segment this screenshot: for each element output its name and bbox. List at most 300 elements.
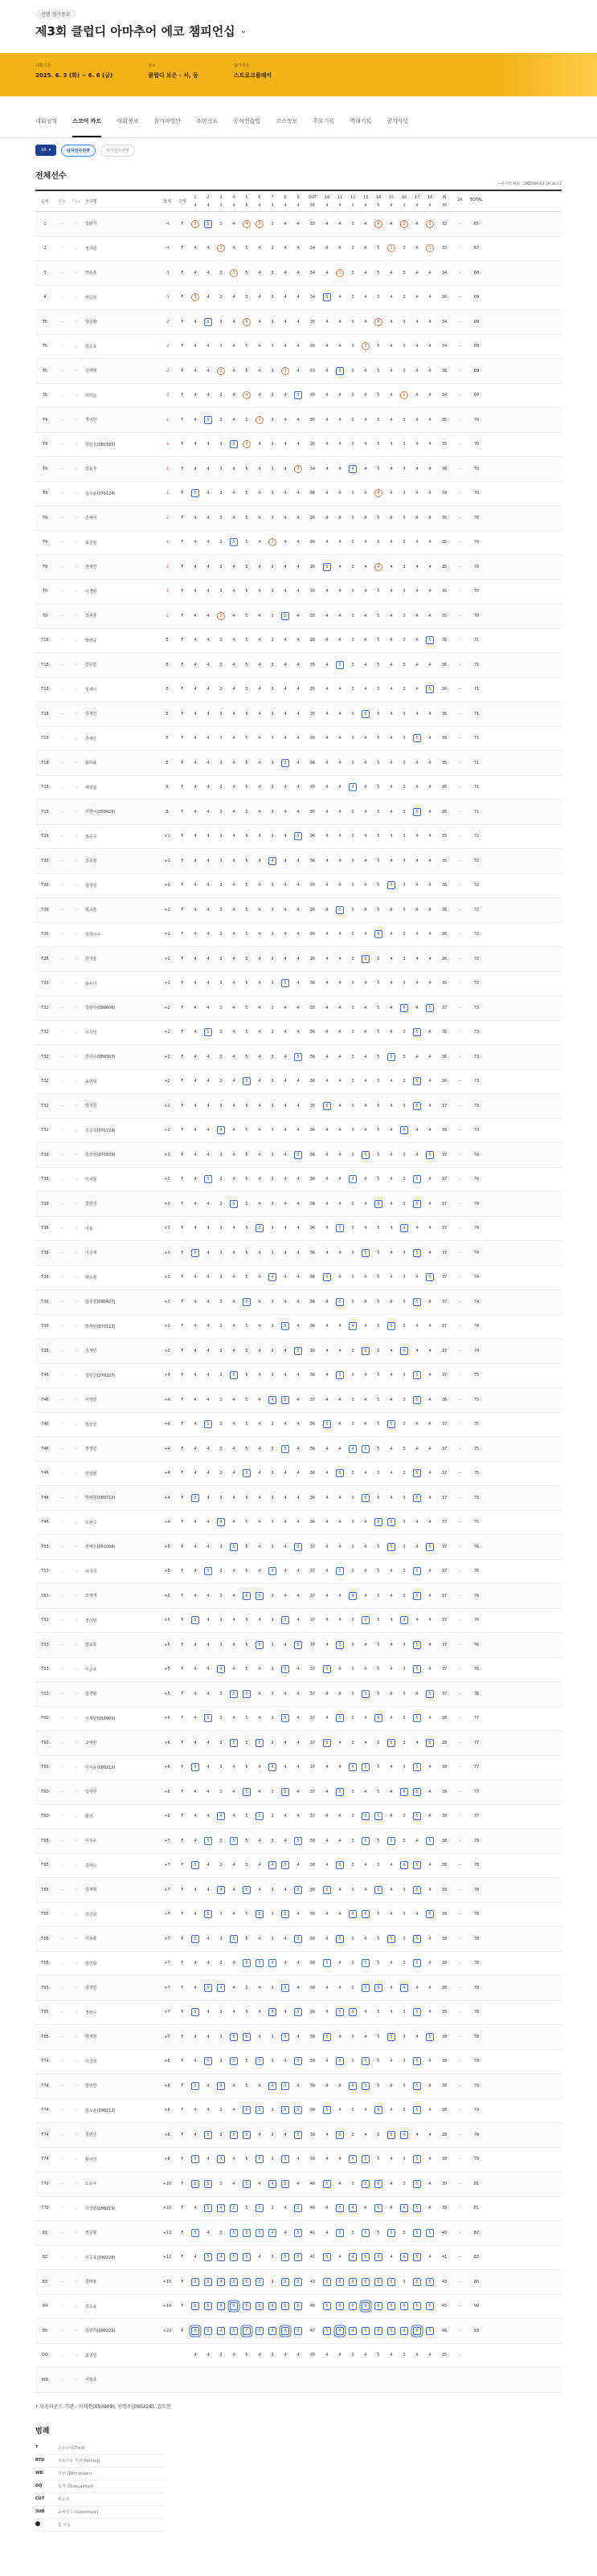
star-icon[interactable]: ☆ [74, 1813, 79, 1819]
hole-score: 4 [194, 1520, 197, 1525]
hole-cell [292, 734, 305, 742]
hole-score: 4 [428, 2083, 431, 2088]
hole-score: 5 [245, 638, 248, 643]
hole-score: 4 [428, 2132, 431, 2137]
table-row[interactable] [35, 2368, 562, 2393]
table-row[interactable] [35, 1756, 562, 1781]
star-icon[interactable]: ☆ [74, 1666, 79, 1672]
star-icon[interactable]: ☆ [74, 2230, 79, 2236]
hole-score: 4 [415, 760, 419, 765]
hole-score: 4 [364, 1887, 367, 1892]
col-name[interactable]: 선수명 [85, 199, 97, 204]
hole-score: 4 [338, 1397, 341, 1402]
star-icon[interactable]: ☆ [74, 1789, 79, 1795]
star-icon[interactable]: ☆ [74, 2254, 79, 2260]
tab-pairings[interactable]: 조편성표 [196, 118, 219, 125]
table-row[interactable] [35, 457, 562, 482]
hole-cell [411, 881, 423, 889]
hole-cell [423, 244, 436, 252]
hole-score: 3 [271, 1446, 274, 1451]
table-row[interactable] [35, 1584, 562, 1609]
sum-in: 38 [441, 2132, 448, 2137]
star-icon[interactable]: ☆ [74, 2107, 79, 2113]
table-row[interactable] [35, 433, 562, 458]
hole-score: 3 [351, 1838, 354, 1843]
total-score: 79 [473, 2059, 480, 2064]
star-icon[interactable]: ☆ [74, 1519, 79, 1525]
hole-score: 4 [194, 1103, 197, 1108]
star-icon[interactable]: ☆ [74, 613, 79, 619]
hole-score: 4 [284, 1961, 287, 1966]
star-icon[interactable]: ☆ [74, 441, 79, 447]
hole-cell [398, 832, 411, 840]
star-icon[interactable]: ☆ [74, 662, 79, 668]
table-row[interactable] [35, 678, 562, 703]
hole-cell [253, 1567, 266, 1575]
table-row[interactable] [35, 727, 562, 752]
table-row[interactable] [35, 408, 562, 433]
table-row[interactable] [35, 800, 562, 825]
table-row[interactable] [35, 849, 562, 874]
table-row[interactable] [35, 1707, 562, 1732]
hole-score: 3 [351, 1495, 354, 1500]
hole-cell [227, 1739, 240, 1747]
star-icon[interactable]: ☆ [74, 1054, 79, 1060]
table-row[interactable] [35, 1633, 562, 1658]
star-icon[interactable]: ☆ [74, 2377, 79, 2383]
table-row[interactable] [35, 1829, 562, 1854]
hole-cell [215, 1224, 227, 1232]
hole-score: 3 [271, 1177, 274, 1182]
tab-entry-list[interactable]: 참가자명단 [153, 118, 182, 125]
table-row[interactable] [35, 580, 562, 605]
hole-cell [266, 220, 279, 228]
hole-score: 4 [232, 1495, 235, 1500]
star-icon[interactable]: ☆ [74, 956, 79, 962]
hole-score: 4 [296, 1446, 300, 1451]
hole-score: 4 [296, 907, 300, 912]
star-icon[interactable]: ☆ [74, 1152, 79, 1158]
table-row[interactable] [35, 1217, 562, 1242]
hole-score: 4 [194, 736, 197, 741]
star-icon[interactable]: ☆ [74, 2352, 79, 2358]
thru: F [181, 1789, 184, 1794]
table-row[interactable] [35, 1045, 562, 1070]
star-icon[interactable]: ☆ [74, 221, 79, 227]
hole-score: 5 [362, 2180, 370, 2188]
table-row[interactable] [35, 506, 562, 531]
hole-cell [240, 1910, 253, 1918]
table-row[interactable] [35, 1878, 562, 1903]
star-icon[interactable]: ☆ [74, 2328, 79, 2334]
hole-score: 3 [403, 1667, 406, 1672]
star-icon[interactable]: ☆ [74, 466, 79, 472]
star-icon[interactable]: ☆ [74, 2058, 79, 2064]
hole-cell [266, 2327, 279, 2335]
table-row[interactable] [35, 1780, 562, 1805]
table-row[interactable] [35, 1952, 562, 1977]
table-row[interactable] [35, 1119, 562, 1144]
hole-cell [372, 2033, 385, 2041]
thru: F [181, 1471, 184, 1476]
star-icon[interactable]: ☆ [74, 1568, 79, 1574]
table-row[interactable] [35, 1854, 562, 1879]
table-row[interactable] [35, 1241, 562, 1266]
star-icon[interactable]: ☆ [74, 490, 79, 496]
sum-out: 35 [309, 736, 316, 741]
table-row[interactable] [35, 2001, 562, 2026]
star-icon[interactable]: ☆ [74, 417, 79, 423]
hole-cell [411, 2327, 423, 2335]
star-icon[interactable]: ☆ [74, 907, 79, 913]
tab-notice[interactable]: 공지사항 [386, 118, 409, 125]
chevron-down-icon[interactable]: ⌄ [239, 27, 247, 35]
star-icon[interactable]: ☆ [74, 343, 79, 349]
hole-cell [189, 661, 202, 669]
star-icon[interactable]: ☆ [74, 1250, 79, 1256]
star-icon[interactable]: ☆ [74, 1617, 79, 1623]
table-row[interactable] [35, 2172, 562, 2197]
table-row[interactable] [35, 2295, 562, 2320]
table-row[interactable] [35, 1021, 562, 1046]
hole-score: 5 [377, 834, 380, 839]
star-icon[interactable]: ☆ [74, 1029, 79, 1035]
table-row[interactable] [35, 898, 562, 923]
hole-score: 5 [413, 1200, 421, 1208]
table-row[interactable] [35, 2074, 562, 2099]
table-row[interactable] [35, 310, 562, 335]
hole-score: 5 [323, 2033, 331, 2041]
hole-cell [253, 587, 266, 595]
star-icon[interactable]: ☆ [74, 809, 79, 815]
hole-cell [202, 1028, 215, 1036]
table-row[interactable] [35, 2319, 562, 2344]
table-row[interactable] [35, 1364, 562, 1389]
star-icon[interactable]: ☆ [74, 686, 79, 692]
hole-cell [240, 1396, 253, 1404]
thru: F [181, 2083, 184, 2088]
table-row[interactable] [35, 1511, 562, 1536]
hole-score: 4 [428, 1397, 431, 1402]
hole-score: 4 [194, 1226, 197, 1231]
hole-cell [372, 1200, 385, 1208]
hole-cell [398, 293, 411, 301]
table-row[interactable] [35, 1903, 562, 1928]
player-rank: 2 [43, 246, 47, 251]
star-icon[interactable]: ☆ [74, 858, 79, 864]
hole-score: 3 [351, 319, 354, 325]
star-icon[interactable]: ☆ [74, 1936, 79, 1942]
table-row[interactable] [35, 1976, 562, 2001]
star-icon[interactable]: ☆ [74, 882, 79, 888]
table-row[interactable] [35, 1927, 562, 1952]
hole-score: 4 [217, 2155, 225, 2163]
star-icon[interactable]: ☆ [74, 1887, 79, 1893]
table-row[interactable] [35, 1658, 562, 1683]
star-icon[interactable]: ☆ [74, 1225, 79, 1231]
star-icon[interactable]: ☆ [74, 1348, 79, 1354]
star-icon[interactable]: ☆ [74, 1127, 79, 1133]
star-icon[interactable]: ☆ [74, 2156, 79, 2162]
hole-cell [227, 1469, 240, 1477]
hole-score: 2 [268, 538, 276, 546]
star-icon[interactable]: ☆ [74, 1323, 79, 1329]
star-icon[interactable]: ☆ [74, 1715, 79, 1721]
hole-score: 3 [387, 244, 395, 252]
star-icon[interactable]: ☆ [74, 2303, 79, 2309]
star-icon[interactable]: ☆ [74, 1078, 79, 1084]
star-icon[interactable]: ☆ [74, 2205, 79, 2211]
player-rank: T65 [41, 1936, 49, 1941]
hole-score: 4 [206, 858, 210, 863]
hole-score: 4 [338, 736, 341, 741]
hole-score: 4 [349, 2155, 357, 2163]
star-icon[interactable]: ☆ [74, 1495, 79, 1501]
star-icon[interactable]: ☆ [74, 1274, 79, 1280]
player-rank: T60 [41, 1740, 49, 1745]
star-icon[interactable]: ☆ [74, 2009, 79, 2015]
hole-score: 3 [351, 1814, 354, 1819]
table-row[interactable] [35, 261, 562, 286]
hole-score: 5 [294, 832, 302, 840]
star-icon[interactable]: ☆ [74, 1862, 79, 1868]
star-icon[interactable]: ☆ [74, 1764, 79, 1770]
table-row[interactable] [35, 1413, 562, 1438]
table-row[interactable] [35, 1486, 562, 1511]
table-row[interactable] [35, 2099, 562, 2124]
table-row[interactable] [35, 653, 562, 678]
hole-score: 5 [294, 1053, 302, 1061]
star-icon[interactable]: ☆ [74, 1838, 79, 1844]
sum-out: 35 [309, 393, 316, 398]
col-hole-11 [333, 191, 346, 211]
table-row[interactable] [35, 2344, 562, 2369]
table-row[interactable] [35, 482, 562, 507]
table-row[interactable] [35, 2025, 562, 2050]
table-row[interactable] [35, 359, 562, 384]
star-icon[interactable]: ☆ [74, 2132, 79, 2138]
table-row[interactable] [35, 629, 562, 654]
star-icon[interactable]: ☆ [74, 980, 79, 986]
hole-cell [321, 906, 333, 914]
star-icon[interactable]: ☆ [74, 1397, 79, 1403]
round-score: - [459, 2059, 460, 2064]
table-row[interactable] [35, 237, 562, 262]
star-icon[interactable]: ☆ [74, 1691, 79, 1697]
star-icon[interactable]: ☆ [74, 368, 79, 374]
star-icon[interactable]: ☆ [74, 1470, 79, 1476]
table-row[interactable] [35, 2197, 562, 2222]
star-icon[interactable]: ☆ [74, 2083, 79, 2089]
tab-records[interactable]: 주요기록 [313, 118, 335, 125]
table-row[interactable] [35, 776, 562, 801]
table-row[interactable] [35, 2050, 562, 2075]
table-row[interactable] [35, 702, 562, 727]
table-row[interactable] [35, 1070, 562, 1095]
hole-cell [292, 1175, 305, 1183]
hole-score: 5 [256, 1224, 264, 1232]
star-icon[interactable]: ☆ [74, 1740, 79, 1746]
hole-cell [253, 2008, 266, 2016]
table-row[interactable] [35, 286, 562, 311]
table-row[interactable] [35, 531, 562, 556]
star-icon[interactable]: ☆ [74, 784, 79, 790]
star-icon[interactable]: ☆ [74, 1960, 79, 1966]
tab-results[interactable]: 대회성적 [35, 118, 58, 125]
hole-cell [321, 1494, 333, 1502]
star-icon[interactable]: ☆ [74, 588, 79, 594]
star-icon[interactable]: ☆ [74, 319, 79, 325]
hole-cell [321, 244, 333, 252]
table-row[interactable] [35, 1168, 562, 1193]
hole-score: 4 [428, 1961, 431, 1966]
table-row[interactable] [35, 874, 562, 899]
table-row[interactable] [35, 2148, 562, 2173]
hole-score: 4 [206, 1863, 210, 1868]
chip-men[interactable]: 남자선수전부 [61, 145, 96, 157]
star-icon[interactable]: ☆ [74, 1372, 79, 1378]
star-icon[interactable]: ☆ [74, 1544, 79, 1550]
table-row[interactable] [35, 604, 562, 629]
table-row[interactable] [35, 972, 562, 997]
star-icon[interactable]: ☆ [74, 735, 79, 741]
round-select[interactable]: 1R ▾ [35, 145, 56, 156]
hole-cell [189, 783, 202, 791]
tab-info[interactable]: 대회정보 [117, 118, 139, 125]
star-icon[interactable]: ☆ [74, 1642, 79, 1648]
star-icon[interactable]: ☆ [74, 2034, 79, 2040]
hole-score: 5 [377, 760, 380, 765]
hole-score: 4 [338, 1005, 341, 1010]
tab-practice[interactable]: 공식연습일 [233, 118, 261, 125]
star-icon[interactable]: ☆ [74, 1985, 79, 1991]
star-icon[interactable]: ☆ [74, 760, 79, 766]
hole-score: 4 [338, 1128, 341, 1133]
hole-score: 4 [428, 907, 431, 912]
to-par: E [166, 736, 169, 741]
thru: F [181, 1177, 184, 1182]
thru: F [181, 1348, 184, 1353]
hole-cell [333, 1469, 346, 1477]
star-icon[interactable]: ☆ [74, 931, 79, 937]
table-row[interactable] [35, 825, 562, 850]
star-icon[interactable]: ☆ [74, 294, 79, 300]
hole-score: 4 [232, 1275, 235, 1280]
star-icon[interactable]: ☆ [74, 564, 79, 570]
star-icon[interactable]: ☆ [74, 833, 79, 839]
table-row[interactable] [35, 1266, 562, 1291]
table-row[interactable] [35, 2270, 562, 2295]
table-row[interactable] [35, 1560, 562, 1585]
rank-change: - [61, 417, 63, 423]
table-row[interactable] [35, 1437, 562, 1462]
star-icon[interactable]: ☆ [74, 2181, 79, 2187]
hole-cell [423, 1494, 436, 1502]
star-icon[interactable]: ☆ [74, 1299, 79, 1305]
table-row[interactable] [35, 1339, 562, 1364]
hole-score: 3 [219, 1152, 223, 1157]
star-icon[interactable]: ☆ [74, 637, 79, 643]
table-row[interactable] [35, 1143, 562, 1168]
table-row[interactable] [35, 1609, 562, 1634]
hole-score: 3 [351, 858, 354, 863]
thru: F [181, 858, 184, 863]
star-icon[interactable]: ☆ [74, 1201, 79, 1207]
table-row[interactable] [35, 1462, 562, 1487]
hole-score: 3 [271, 589, 274, 594]
hole-score: 4 [428, 417, 431, 423]
table-row[interactable] [35, 1805, 562, 1830]
table-row[interactable] [35, 1682, 562, 1707]
star-icon[interactable]: ☆ [74, 1103, 79, 1109]
star-icon[interactable]: ☆ [74, 1005, 79, 1011]
table-row[interactable] [35, 1388, 562, 1413]
table-row[interactable] [35, 996, 562, 1021]
star-icon[interactable]: ☆ [74, 270, 79, 276]
round-score: - [459, 2157, 460, 2162]
hole-score: 4 [390, 2206, 393, 2211]
table-row[interactable] [35, 751, 562, 776]
star-icon[interactable]: ☆ [74, 539, 79, 545]
hole-cell [279, 1273, 292, 1281]
star-icon[interactable]: ☆ [74, 245, 79, 251]
table-row[interactable] [35, 212, 562, 237]
star-icon[interactable]: ☆ [74, 515, 79, 521]
table-row[interactable] [35, 1290, 562, 1315]
table-row[interactable] [35, 384, 562, 409]
star-icon[interactable]: ☆ [74, 711, 79, 717]
hole-score: 5 [377, 1618, 380, 1623]
star-icon[interactable]: ☆ [74, 1176, 79, 1182]
table-row[interactable] [35, 1094, 562, 1119]
table-row[interactable] [35, 555, 562, 580]
star-icon[interactable]: ☆ [74, 2279, 79, 2285]
tab-course[interactable]: 코스정보 [276, 118, 298, 125]
table-row[interactable] [35, 1731, 562, 1756]
round-score: - [459, 564, 460, 569]
hole-score: 4 [338, 442, 341, 447]
star-icon[interactable]: ☆ [74, 392, 79, 398]
hole-cell [202, 563, 215, 571]
table-row[interactable] [35, 2123, 562, 2148]
hole-score: 5 [204, 1175, 212, 1183]
hole-score: 4 [284, 1740, 287, 1745]
col-rank[interactable]: 순위 [41, 199, 49, 204]
star-icon[interactable]: ☆ [74, 1446, 79, 1452]
table-row[interactable] [35, 2246, 562, 2271]
table-row[interactable] [35, 923, 562, 948]
table-row[interactable] [35, 1315, 562, 1340]
table-row[interactable] [35, 1535, 562, 1560]
tab-scorecard[interactable]: 스코어 카드 [72, 109, 101, 137]
table-row[interactable] [35, 1192, 562, 1217]
hole-score: 4 [338, 613, 341, 618]
table-row[interactable] [35, 2221, 562, 2246]
hole-cell [240, 1714, 253, 1722]
hole-score: 3 [219, 1642, 223, 1647]
star-icon[interactable]: ☆ [74, 1593, 79, 1599]
thru: F [181, 956, 184, 961]
chip-women[interactable]: 여자선수전부 [100, 145, 135, 157]
tab-history[interactable]: 역대기록 [350, 118, 372, 125]
star-icon[interactable]: ☆ [74, 1911, 79, 1917]
table-row[interactable] [35, 335, 562, 360]
hole-cell [333, 955, 346, 963]
sum-in: 45 [441, 2304, 448, 2309]
table-row[interactable] [35, 947, 562, 972]
star-icon[interactable]: ☆ [74, 1421, 79, 1427]
hole-cell [292, 293, 305, 301]
